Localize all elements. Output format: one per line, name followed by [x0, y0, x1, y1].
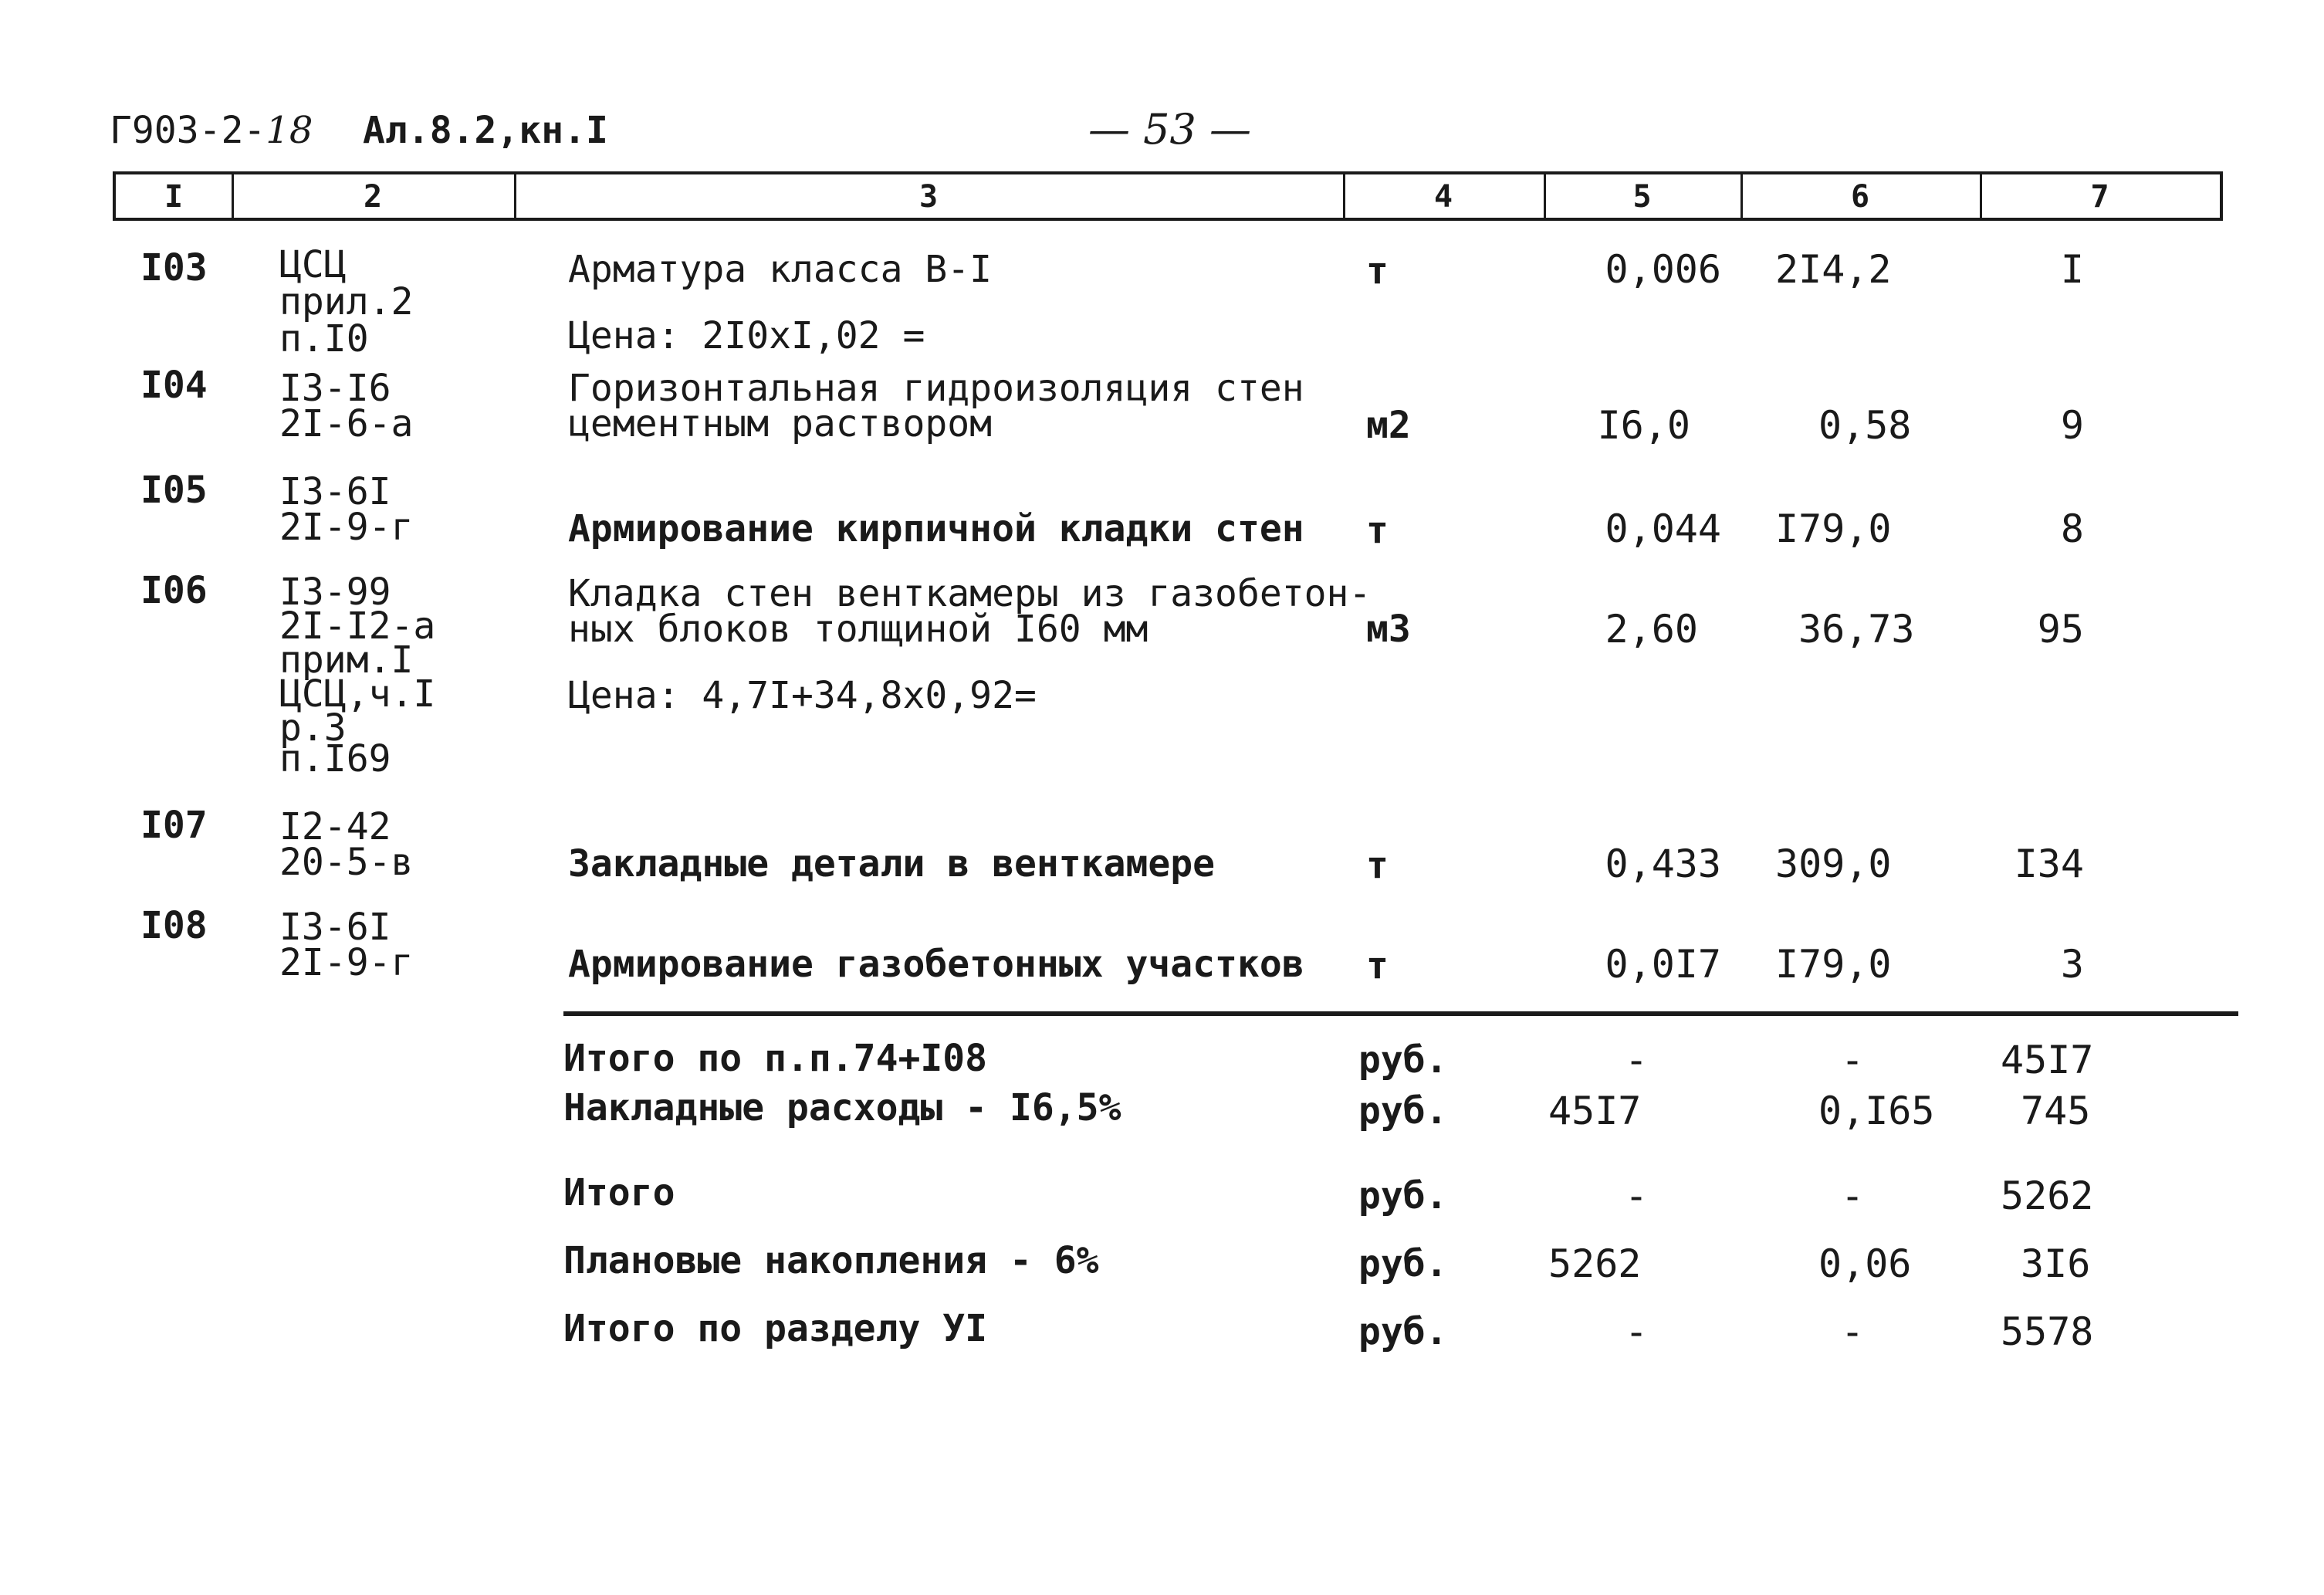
column-header-1: I: [164, 179, 184, 215]
summary-total: 3I6: [2021, 1241, 2091, 1286]
row-description: Закладные детали в венткамере: [568, 842, 1216, 886]
summary-label: Итого: [563, 1171, 675, 1214]
row-price-note: Цена: 4,7I+34,8х0,92=: [568, 674, 1037, 717]
row-description: Горизонтальная гидроизоляция стен: [568, 367, 1304, 410]
summary-quantity: 5262: [1548, 1241, 1642, 1286]
row-unit: т: [1366, 844, 1389, 887]
column-header-4: 4: [1433, 179, 1453, 215]
summary-coefficient: -: [1840, 1038, 1865, 1082]
row-total: 95: [2037, 607, 2084, 652]
row-number: I07: [140, 804, 208, 847]
row-reference-line: I3-99: [279, 571, 391, 614]
summary-quantity: -: [1624, 1173, 1649, 1218]
summary-coefficient: -: [1840, 1309, 1865, 1354]
row-quantity: I6,0: [1597, 403, 1690, 448]
summary-unit: руб.: [1358, 1242, 1448, 1285]
summary-unit: руб.: [1358, 1089, 1448, 1133]
row-reference-line: ЦСЦ,ч.I: [279, 672, 436, 716]
row-reference-line: п.I0: [279, 317, 369, 361]
row-quantity: 0,006: [1605, 247, 1721, 292]
document-code-text: Г903-2-: [110, 109, 266, 152]
column-header-6: 6: [1850, 179, 1870, 215]
row-unit: т: [1366, 509, 1389, 552]
row-total: I: [2060, 247, 2084, 292]
row-total: I34: [2014, 842, 2084, 886]
row-description: ных блоков толщиной I60 мм: [568, 608, 1148, 651]
summary-quantity: -: [1624, 1038, 1649, 1082]
summary-unit: руб.: [1358, 1174, 1448, 1217]
row-reference-line: 2I-9-г: [279, 941, 414, 984]
column-header-2: 2: [363, 179, 383, 215]
row-quantity: 0,433: [1605, 842, 1721, 886]
summary-quantity: 45I7: [1548, 1089, 1642, 1133]
row-description: цементным раствором: [568, 402, 993, 445]
row-reference-line: I2-42: [279, 805, 391, 848]
row-unit: м3: [1366, 608, 1411, 651]
row-price: I79,0: [1775, 506, 1892, 551]
row-total: 9: [2060, 403, 2084, 448]
summary-quantity: -: [1624, 1309, 1649, 1354]
summary-label: Итого по разделу УI: [563, 1307, 988, 1350]
row-description: Армирование кирпичной кладки стен: [568, 507, 1304, 550]
row-price: 36,73: [1798, 607, 1915, 652]
row-number: I04: [140, 364, 208, 407]
summary-unit: руб.: [1358, 1310, 1448, 1353]
row-number: I03: [140, 246, 208, 290]
album-reference: Ал.8.2,кн.I: [363, 109, 608, 152]
document-code-handwritten: 18: [266, 109, 313, 152]
row-description: Кладка стен венткамеры из газобетон-: [568, 572, 1372, 615]
page-number: — 53 —: [1088, 105, 1252, 154]
row-total: 8: [2060, 506, 2084, 551]
row-reference-line: I3-6I: [279, 470, 391, 513]
summary-label: Плановые накопления - 6%: [563, 1239, 1099, 1282]
summary-coefficient: -: [1840, 1173, 1865, 1218]
summary-total: 5262: [2001, 1173, 2094, 1218]
row-quantity: 0,0I7: [1605, 942, 1721, 987]
row-unit: м2: [1366, 404, 1411, 447]
row-reference-line: I3-6I: [279, 906, 391, 949]
row-price: 0,58: [1818, 403, 1912, 448]
row-reference-line: 2I-I2-а: [279, 604, 436, 648]
column-header-5: 5: [1632, 179, 1652, 215]
summary-total: 745: [2021, 1089, 2091, 1133]
summary-total: 5578: [2001, 1309, 2094, 1354]
summary-separator: [563, 1011, 2238, 1016]
column-header-7: 7: [2090, 179, 2109, 215]
summary-label: Накладные расходы - I6,5%: [563, 1086, 1121, 1129]
column-header-table: [113, 171, 2223, 221]
row-reference-line: р.3: [279, 706, 347, 750]
row-reference-line: п.I69: [279, 737, 391, 781]
row-description: Арматура класса В-I: [568, 248, 993, 291]
row-price-note: Цена: 2I0хI,02 =: [568, 314, 925, 357]
row-reference-line: прил.2: [279, 280, 414, 323]
row-reference-line: прим.I: [279, 638, 414, 682]
summary-unit: руб.: [1358, 1038, 1448, 1082]
summary-label: Итого по п.п.74+I08: [563, 1037, 988, 1080]
row-reference-line: 20-5-в: [279, 841, 414, 884]
row-reference-line: 2I-6-а: [279, 402, 414, 445]
summary-coefficient: 0,06: [1818, 1241, 1912, 1286]
row-reference-line: 2I-9-г: [279, 506, 414, 549]
row-number: I06: [140, 569, 208, 612]
row-unit: т: [1366, 944, 1389, 987]
row-price: 309,0: [1775, 842, 1892, 886]
row-reference-line: ЦСЦ: [279, 243, 347, 286]
column-header-3: 3: [918, 179, 939, 215]
summary-total: 45I7: [2001, 1038, 2094, 1082]
row-quantity: 2,60: [1605, 607, 1698, 652]
row-price: I79,0: [1775, 942, 1892, 987]
row-price: 2I4,2: [1775, 247, 1892, 292]
document-code: [110, 111, 313, 150]
row-number: I05: [140, 469, 208, 512]
row-description: Армирование газобетонных участков: [568, 943, 1304, 986]
row-reference-line: I3-I6: [279, 367, 391, 410]
row-total: 3: [2060, 942, 2084, 987]
row-number: I08: [140, 904, 208, 947]
summary-coefficient: 0,I65: [1818, 1089, 1935, 1133]
row-quantity: 0,044: [1605, 506, 1721, 551]
row-unit: т: [1366, 249, 1389, 293]
